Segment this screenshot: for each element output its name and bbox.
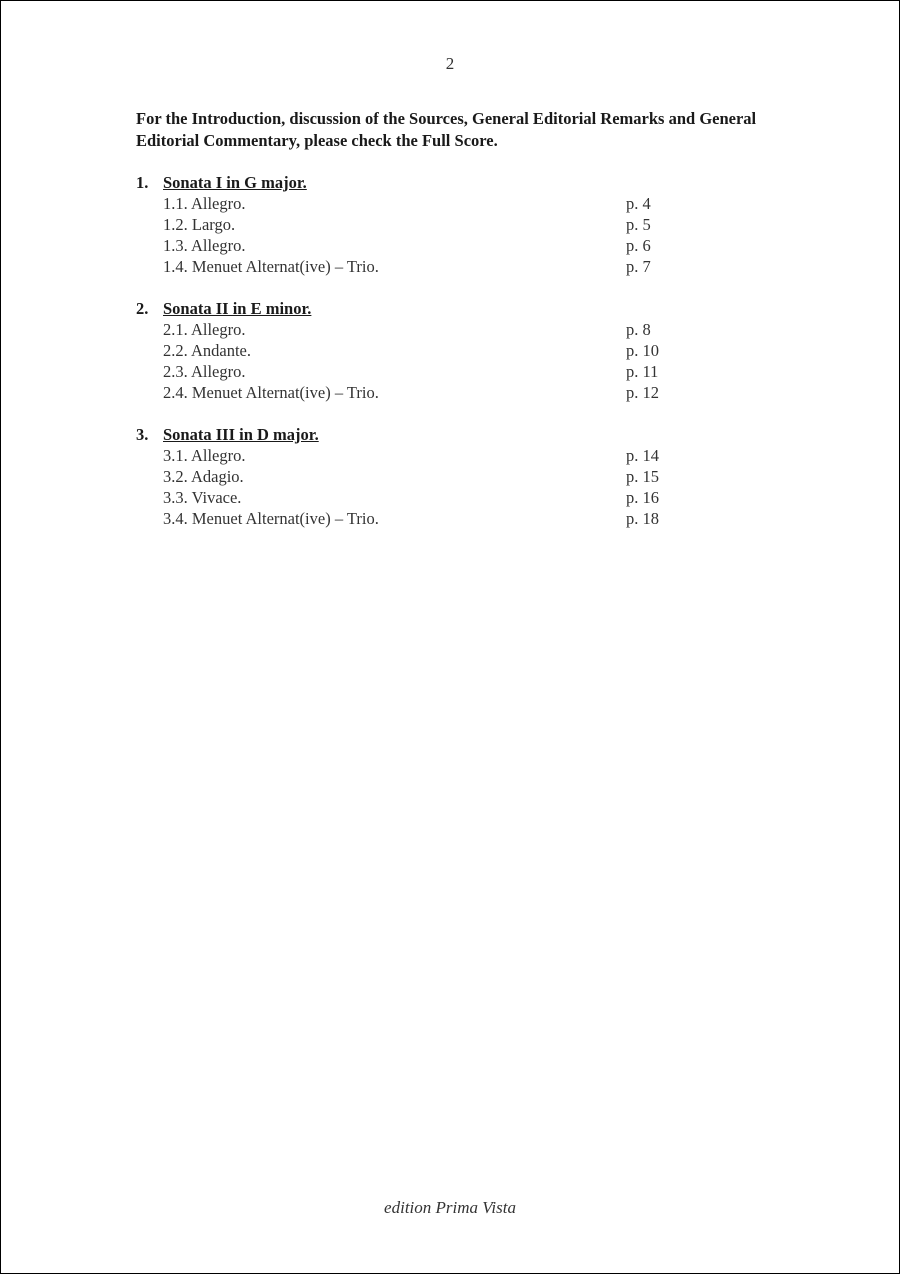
sonata-section-3 <box>136 424 696 529</box>
movement-page: p. 11 <box>626 362 659 381</box>
movement-page: p. 10 <box>626 341 659 360</box>
sonata-title: Sonata I in G major. <box>163 173 307 192</box>
sonata-number: 2. <box>136 299 149 318</box>
movement-page: p. 18 <box>626 509 659 528</box>
movement-entry <box>136 340 696 361</box>
movement-title: 1.4. Menuet Alternat(ive) – Trio. <box>163 257 379 276</box>
movement-entry <box>136 193 696 214</box>
movement-title: 3.4. Menuet Alternat(ive) – Trio. <box>163 509 379 528</box>
movement-entry <box>136 508 696 529</box>
sonata-section-2 <box>136 298 696 403</box>
movement-entry <box>136 319 696 340</box>
movement-title: 2.3. Allegro. <box>163 362 246 381</box>
movement-page: p. 5 <box>626 215 651 234</box>
movement-entry <box>136 466 696 487</box>
movement-entry <box>136 487 696 508</box>
sonata-heading <box>136 172 696 193</box>
sonata-title: Sonata II in E minor. <box>163 299 312 318</box>
movement-entry <box>136 235 696 256</box>
movement-page: p. 14 <box>626 446 659 465</box>
movement-page: p. 4 <box>626 194 651 213</box>
sonata-heading <box>136 298 696 319</box>
movement-entry <box>136 445 696 466</box>
movement-page: p. 16 <box>626 488 659 507</box>
publisher-footer: edition Prima Vista <box>384 1198 516 1217</box>
movement-title: 1.1. Allegro. <box>163 194 246 213</box>
sonata-number: 3. <box>136 425 149 444</box>
sonata-title: Sonata III in D major. <box>163 425 319 444</box>
sonata-number: 1. <box>136 173 149 192</box>
movement-title: 1.3. Allegro. <box>163 236 246 255</box>
movement-title: 3.3. Vivace. <box>163 488 242 507</box>
movement-title: 3.2. Adagio. <box>163 467 244 486</box>
movement-page: p. 8 <box>626 320 651 339</box>
movement-entry <box>136 256 696 277</box>
intro-paragraph: For the Introduction, discussion of the Sources, General Editorial Remarks and General Editorial Commentary, please check the Full Score. <box>136 109 757 150</box>
movement-title: 3.1. Allegro. <box>163 446 246 465</box>
sonata-heading <box>136 424 696 445</box>
movement-title: 2.2. Andante. <box>163 341 251 360</box>
page-number: 2 <box>445 54 455 73</box>
movement-title: 1.2. Largo. <box>163 215 236 234</box>
movement-entry <box>136 382 696 403</box>
movement-entry <box>136 361 696 382</box>
movement-page: p. 12 <box>626 383 659 402</box>
movement-title: 2.4. Menuet Alternat(ive) – Trio. <box>163 383 379 402</box>
movement-title: 2.1. Allegro. <box>163 320 246 339</box>
movement-entry <box>136 214 696 235</box>
table-of-contents <box>136 172 696 550</box>
movement-page: p. 15 <box>626 467 659 486</box>
sonata-section-1 <box>136 172 696 277</box>
movement-page: p. 7 <box>626 257 651 276</box>
movement-page: p. 6 <box>626 236 651 255</box>
